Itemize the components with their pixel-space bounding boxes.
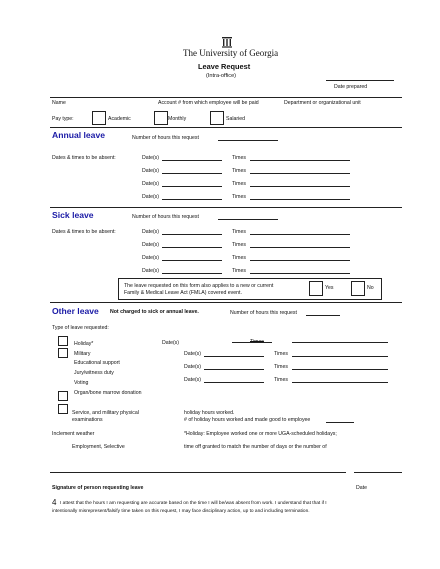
academic-checkbox[interactable] — [92, 111, 106, 125]
university-arch-logo — [222, 36, 232, 48]
date-prepared-label: Date prepared — [334, 84, 368, 90]
times-line[interactable] — [292, 356, 388, 357]
fmla-yes-checkbox[interactable] — [309, 281, 323, 296]
annual-hours-label: Number of hours this request — [132, 135, 199, 141]
date-line[interactable] — [204, 369, 264, 370]
salaried-checkbox[interactable] — [210, 111, 224, 125]
fmla-text-line1: The leave requested on this form also applies to a new or current — [124, 283, 274, 289]
holiday-note: *Holiday: Employee worked one or more UGA-scheduled holidays; — [184, 431, 337, 437]
times-label: Times — [232, 155, 246, 161]
annual-hours-line[interactable] — [218, 140, 278, 141]
service-checkbox[interactable] — [58, 404, 68, 414]
times-line[interactable] — [250, 247, 350, 248]
date-label: Date(s) — [184, 351, 202, 357]
university-name: The University of Georgia — [183, 48, 279, 58]
times-label: Times — [232, 168, 246, 174]
times-line[interactable] — [292, 382, 388, 383]
annual-leave-heading: Annual leave — [52, 130, 106, 140]
fmla-yes-label: Yes — [325, 285, 334, 291]
signature-label: Signature of person requesting leave — [52, 485, 144, 491]
signature-date-label: Date — [356, 485, 367, 491]
date-label: Date(s) — [142, 229, 160, 235]
times-label: Times — [232, 242, 246, 248]
attest-line-1: I attest that the hours I am requesting are accurate based on the time I will be/was absent from work. I understand that that if I — [60, 501, 327, 506]
holiday-worked-1: holiday hours worked. — [184, 410, 235, 416]
date-line[interactable] — [162, 273, 222, 274]
inclement-weather-label: Inclement weather — [52, 431, 95, 437]
form-subtitle: (Intra-office) — [206, 73, 237, 79]
holiday-label: Holiday* — [74, 341, 94, 347]
date-line[interactable] — [162, 234, 222, 235]
sick-top-line — [50, 207, 402, 208]
holiday-worked-line[interactable] — [326, 422, 354, 423]
times-line[interactable] — [250, 234, 350, 235]
annual-dates-absent-label: Dates & times to be absent: — [52, 155, 116, 161]
date-line[interactable] — [162, 173, 222, 174]
attest-line-2: intentionally misrepresent/falsify time taken on this request, I may face disciplinary action, up to and including termination. — [52, 509, 310, 514]
sick-hours-line[interactable] — [218, 219, 278, 220]
service-label-2: examinations — [72, 417, 103, 423]
form-title: Leave Request — [198, 62, 251, 71]
date-line[interactable] — [204, 356, 264, 357]
times-line[interactable] — [292, 369, 388, 370]
date-label: Date(s) — [142, 194, 160, 200]
department-label: Department or organizational unit — [284, 100, 361, 106]
signature-line[interactable] — [50, 472, 346, 473]
pay-type-label: Pay type: — [52, 116, 74, 122]
times-label: Times — [232, 229, 246, 235]
organ-donation-label: Organ/bone marrow donation — [74, 390, 142, 396]
holiday-worked-2: # of holiday hours worked and made good to employee — [184, 417, 311, 423]
date-line[interactable] — [162, 260, 222, 261]
times-line[interactable] — [250, 273, 350, 274]
date-prepared-line[interactable] — [326, 80, 394, 81]
monthly-checkbox[interactable] — [154, 111, 168, 125]
date-label: Date(s) — [142, 168, 160, 174]
other-leave-heading: Other leave — [52, 306, 99, 316]
sick-hours-label: Number of hours this request — [132, 214, 199, 220]
not-charged-note: Not charged to sick or annual leave. — [110, 309, 199, 315]
military-label: Military — [74, 351, 91, 357]
other-header-line — [232, 342, 272, 343]
fmla-text-line2: Family & Medical Leave Act (FMLA) covered event. — [124, 290, 242, 296]
voting-label: Voting — [74, 380, 89, 386]
other-times-header-struck: Times — [250, 339, 264, 345]
fmla-no-label: No — [367, 285, 374, 291]
attest-number: 4 — [52, 498, 57, 507]
employment-selective-label: Employment, Selective — [72, 444, 125, 450]
sick-leave-heading: Sick leave — [52, 210, 94, 220]
name-label: Name — [52, 100, 66, 106]
date-label: Date(s) — [142, 181, 160, 187]
date-line[interactable] — [162, 186, 222, 187]
other-hours-label: Number of hours this request — [230, 310, 297, 316]
date-line[interactable] — [204, 382, 264, 383]
times-line[interactable] — [250, 186, 350, 187]
times-label: Times — [232, 194, 246, 200]
sick-dates-absent-label: Dates & times to be absent: — [52, 229, 116, 235]
date-label: Date(s) — [142, 255, 160, 261]
time-off-note: time off granted to match the number of days or the number of — [184, 444, 327, 450]
date-label: Date(s) — [142, 155, 160, 161]
times-label: Times — [232, 181, 246, 187]
military-checkbox[interactable] — [58, 348, 68, 358]
info-top-line — [50, 97, 402, 98]
fmla-no-checkbox[interactable] — [351, 281, 365, 296]
times-line[interactable] — [250, 173, 350, 174]
date-line[interactable] — [162, 247, 222, 248]
date-label: Date(s) — [142, 242, 160, 248]
salaried-label: Salaried — [226, 116, 246, 122]
times-label: Times — [232, 268, 246, 274]
times-line[interactable] — [250, 160, 350, 161]
annual-top-line — [50, 127, 402, 128]
other-hours-line[interactable] — [306, 315, 340, 316]
date-line[interactable] — [162, 199, 222, 200]
academic-label: Academic — [108, 116, 131, 122]
jury-witness-label: Jury/witness duty — [74, 370, 114, 376]
times-label: Times — [232, 255, 246, 261]
service-label-1: Service, and military physical — [72, 410, 139, 416]
other-dates-header: Date(s) — [162, 340, 180, 346]
date-label: Date(s) — [184, 377, 202, 383]
type-of-leave-label: Type of leave requested: — [52, 325, 109, 331]
date-label: Date(s) — [184, 364, 202, 370]
signature-date-line[interactable] — [354, 472, 402, 473]
fmla-box — [118, 278, 382, 300]
other-header-line-2 — [292, 342, 388, 343]
times-label: Times — [274, 377, 288, 383]
date-label: Date(s) — [142, 268, 160, 274]
monthly-label: Monthly — [168, 116, 187, 122]
organ-donation-checkbox[interactable] — [58, 391, 68, 401]
times-line[interactable] — [250, 199, 350, 200]
other-top-line — [50, 302, 402, 303]
account-label: Account # from which employee will be paid — [158, 100, 259, 106]
date-line[interactable] — [162, 160, 222, 161]
times-label: Times — [274, 364, 288, 370]
holiday-checkbox[interactable] — [58, 336, 68, 346]
educational-support-label: Educational support — [74, 360, 120, 366]
times-label: Times — [274, 351, 288, 357]
times-line[interactable] — [250, 260, 350, 261]
